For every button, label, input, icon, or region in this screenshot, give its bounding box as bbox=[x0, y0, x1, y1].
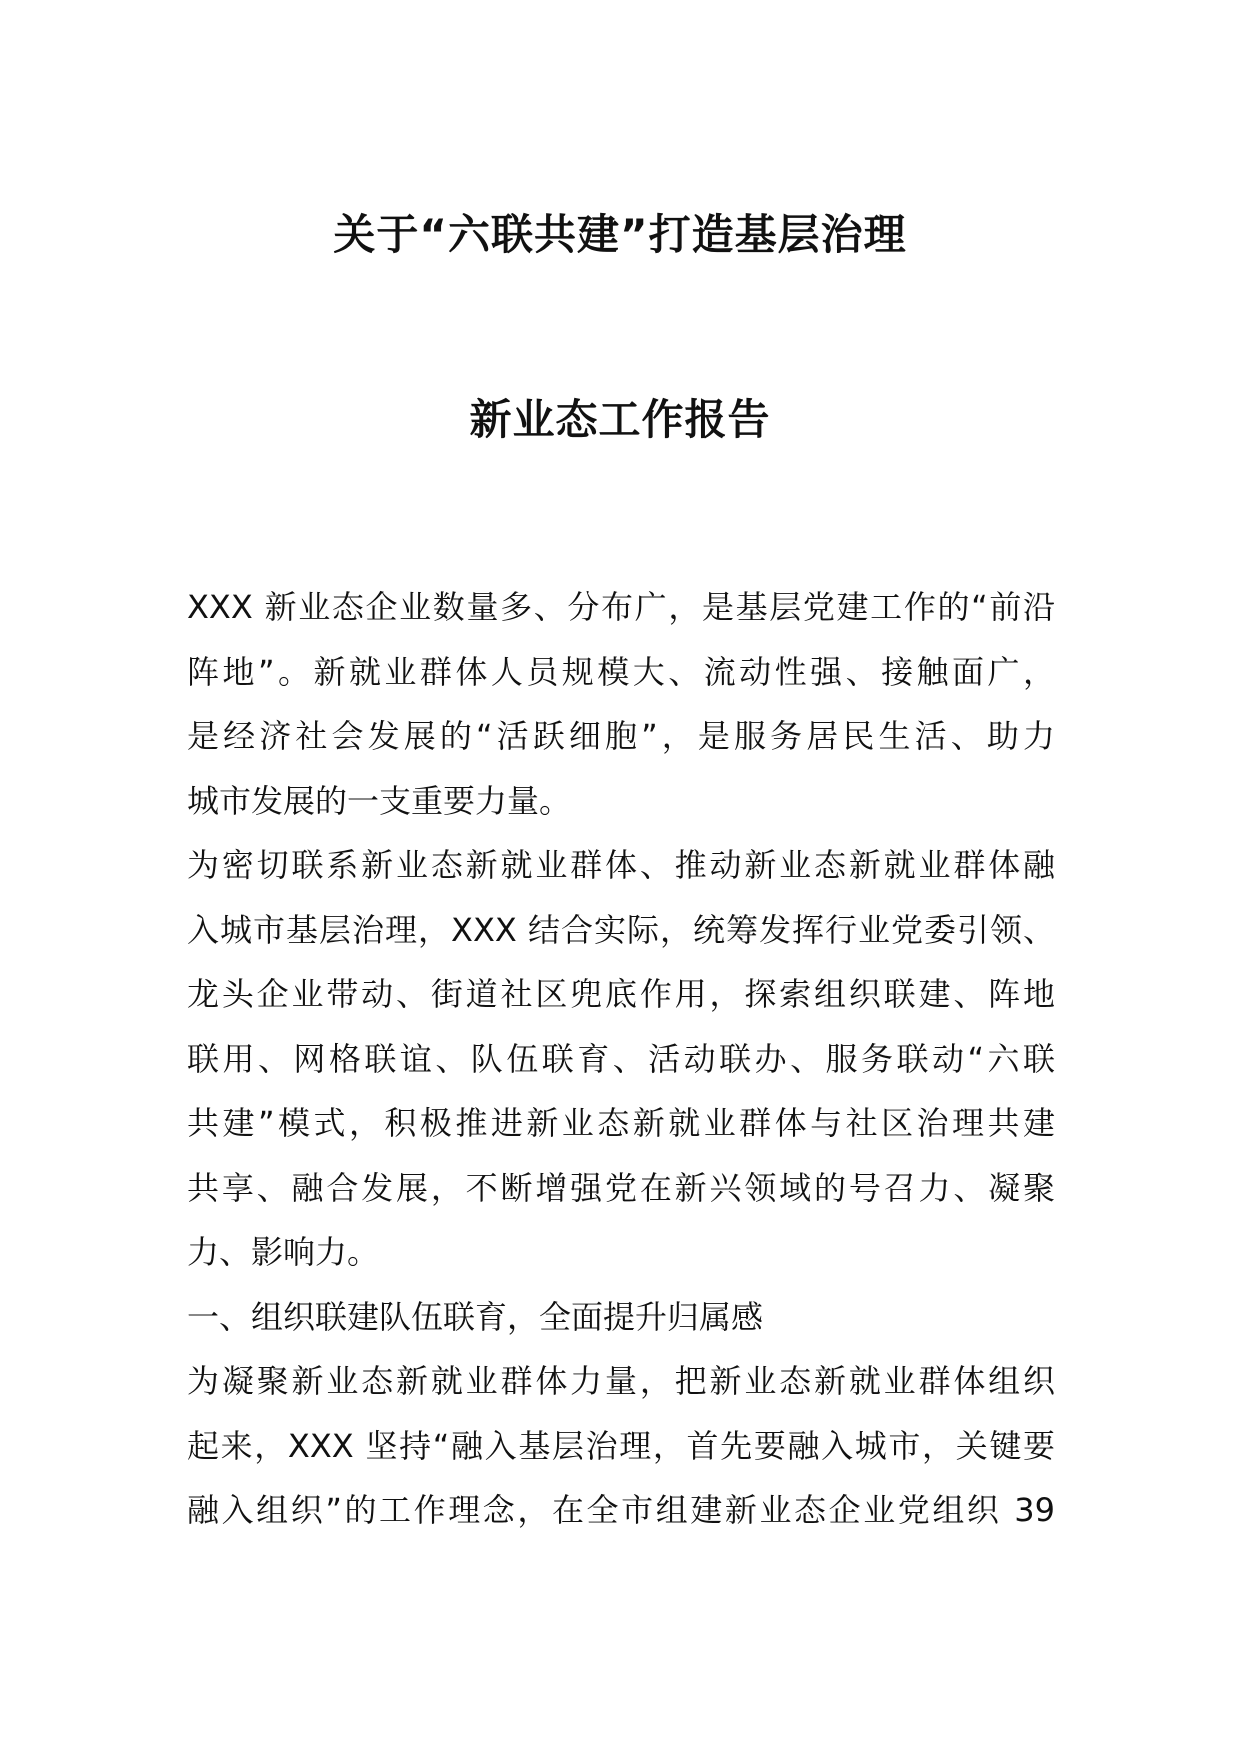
body-line: 是经济社会发展的“活跃细胞”，是服务居民生活、助力 bbox=[187, 717, 1055, 755]
body-line: 为凝聚新业态新就业群体力量，把新业态新就业群体组织 bbox=[187, 1362, 1055, 1400]
body-line: 力、影响力。 bbox=[187, 1233, 380, 1271]
body-line: 阵地”。新就业群体人员规模大、流动性强、接触面广， bbox=[187, 652, 1055, 691]
document-body bbox=[187, 575, 1055, 1543]
body-line: 共享、融合发展，不断增强党在新兴领域的号召力、凝聚 bbox=[187, 1168, 1055, 1207]
body-line: 融入组织”的工作理念，在全市组建新业态企业党组织 39 bbox=[187, 1491, 1055, 1529]
body-line: 共建”模式，积极推进新业态新就业群体与社区治理共建 bbox=[187, 1104, 1055, 1142]
body-line: 联用、网格联谊、队伍联育、活动联办、服务联动“六联 bbox=[187, 1039, 1055, 1078]
body-line: 龙头企业带动、街道社区兜底作用，探索组织联建、阵地 bbox=[187, 975, 1055, 1013]
document-title-line-1: 关于“六联共建”打造基层治理 bbox=[333, 210, 907, 259]
document-title-line-2: 新业态工作报告 bbox=[469, 395, 771, 444]
body-line: 为密切联系新业态新就业群体、推动新业态新就业群体融 bbox=[187, 846, 1055, 884]
body-line: 起来，XXX 坚持“融入基层治理，首先要融入城市，关键要 bbox=[187, 1426, 1055, 1465]
section-heading: 一、组织联建队伍联育，全面提升归属感 bbox=[187, 1297, 764, 1336]
body-line: 城市发展的一支重要力量。 bbox=[187, 781, 572, 820]
body-line: XXX 新业态企业数量多、分布广，是基层党建工作的“前沿 bbox=[187, 588, 1055, 626]
body-line: 入城市基层治理，XXX 结合实际，统筹发挥行业党委引领、 bbox=[187, 910, 1055, 949]
